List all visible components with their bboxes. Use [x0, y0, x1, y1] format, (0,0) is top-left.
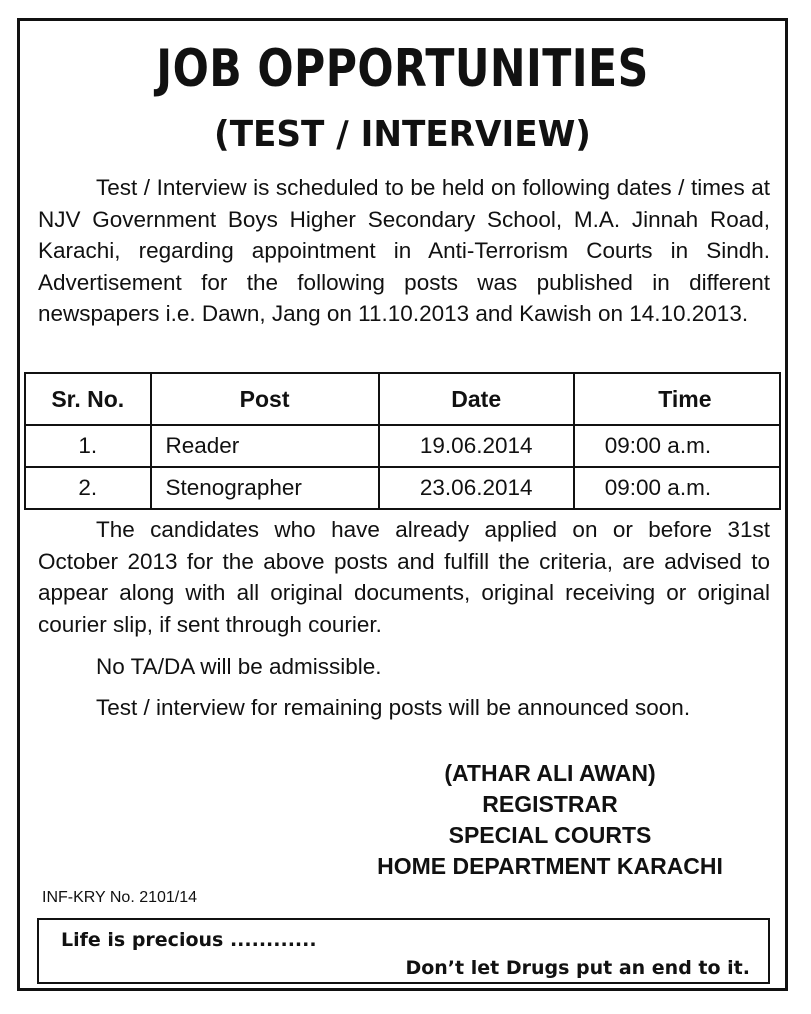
signature-block [300, 758, 800, 882]
slogan-box [37, 918, 770, 984]
signatory-name: (ATHAR ALI AWAN) [444, 760, 656, 786]
signatory-office: SPECIAL COURTS [448, 822, 652, 848]
cell-post: Stenographer [151, 467, 379, 509]
eligibility-paragraph: The candidates who have already applied on or before 31st October 2013 for the above posts and fulfill the criteria, are advised to appear along with all original documents, original receiving or original courier slip, if sent through courier. [38, 517, 770, 637]
intro-paragraph: Test / Interview is scheduled to be held on following dates / times at NJV Government Boys Higher Secondary School, M.A. Jinnah Road, Karachi, regarding appointment in Anti-Terrorism Courts in Sindh. Advertisement for the following posts was published in different newspapers i.e. Dawn, Jang on 11.10.2013 and Kawish on 14.10.2013. [38, 175, 770, 326]
tada-notice: No TA/DA will be admissible. [96, 654, 382, 679]
table-header-row [25, 373, 780, 425]
slogan-line-1: Life is precious ............ [61, 929, 317, 951]
signatory-designation: REGISTRAR [482, 791, 618, 817]
signatory-department: HOME DEPARTMENT KARACHI [377, 853, 723, 879]
page-title: JOB OPPORTUNITIES [156, 39, 649, 99]
posts-table [24, 372, 781, 510]
table-row [25, 425, 780, 467]
cell-sr-no: 1. [25, 425, 151, 467]
cell-sr-no: 2. [25, 467, 151, 509]
slogan-line-2: Don’t let Drugs put an end to it. [405, 957, 750, 979]
advertisement-frame [17, 18, 788, 991]
header-time: Time [574, 373, 780, 425]
cell-time: 09:00 a.m. [574, 467, 780, 509]
cell-date: 19.06.2014 [379, 425, 574, 467]
header-date: Date [379, 373, 574, 425]
reference-number: INF-KRY No. 2101/14 [42, 889, 198, 906]
cell-post: Reader [151, 425, 379, 467]
header-post: Post [151, 373, 379, 425]
remaining-posts-notice: Test / interview for remaining posts will be announced soon. [96, 695, 691, 720]
header-sr-no: Sr. No. [25, 373, 151, 425]
table-row [25, 467, 780, 509]
cell-date: 23.06.2014 [379, 467, 574, 509]
page-subtitle: (TEST / INTERVIEW) [214, 114, 591, 155]
cell-time: 09:00 a.m. [574, 425, 780, 467]
